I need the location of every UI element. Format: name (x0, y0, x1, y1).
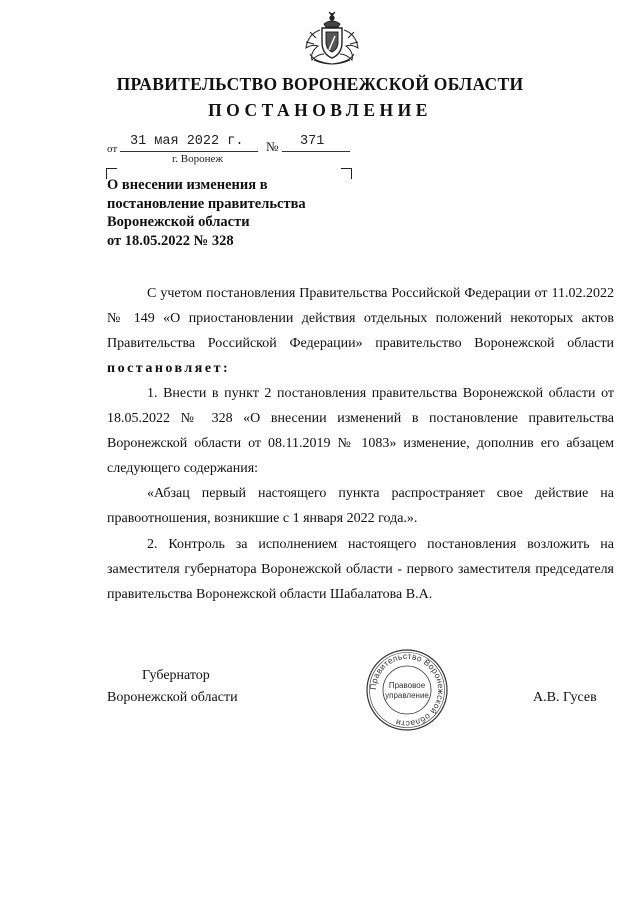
body-paragraph-4 (107, 532, 614, 607)
signer-name: А.В. Гусев (533, 690, 597, 705)
document-date: 31 мая 2022 г. (130, 134, 244, 149)
resolves-keyword: постановляет: (107, 361, 231, 376)
document-type: ПОСТАНОВЛЕНИЕ (208, 100, 432, 120)
city-label: г. Воронеж (172, 153, 223, 165)
stamp-center-line1: Правовое (388, 681, 426, 690)
title-line: О внесении изменения в (107, 177, 268, 193)
date-underline (120, 151, 258, 152)
title-line: от 18.05.2022 № 328 (107, 232, 234, 249)
body-paragraph-1 (107, 281, 614, 381)
round-stamp (365, 648, 449, 732)
number-label: № (266, 139, 279, 154)
coat-of-arms-emblem (296, 10, 368, 70)
document-number: 371 (300, 134, 325, 149)
paragraph-text: 2. Контроль за исполнением настоящего постановления возложить на заместителя губернатора Воронежской области - первого заместителя председателя правительства Воронежской области Шабалатова В.А. (107, 537, 614, 602)
document-title (107, 176, 337, 250)
organization-name: ПРАВИТЕЛЬСТВО ВОРОНЕЖСКОЙ ОБЛАСТИ (116, 74, 524, 94)
date-from-label: от (107, 143, 118, 155)
signer-position-line1: Губернатор (142, 668, 210, 683)
stamp-center-line2: управление (385, 691, 429, 700)
paragraph-text: «Абзац первый настоящего пункта распространяет свое действие на правоотношения, возникшие с 1 января 2022 года.». (107, 486, 614, 526)
signer-position-line2: Воронежской области (107, 690, 238, 705)
number-underline (282, 151, 350, 152)
title-line: Воронежской области (107, 214, 250, 230)
paragraph-text: 1. Внести в пункт 2 постановления правительства Воронежской области от 18.05.2022 № 328 «О внесении изменений в постановление правительства Воронежской области от 08.11.2019 № 1083» изменение, дополнив его абзацем следующего содержания: (107, 386, 614, 476)
title-line: постановление правительства (107, 195, 306, 212)
paragraph-text: С учетом постановления Правительства Российской Федерации от 11.02.2022 № 149 «О приостановлении действия отдельных положений некоторых актов Правительства Российской Федерации» правительство Воронежской области (107, 286, 614, 351)
body-paragraph-2 (107, 381, 614, 481)
body-paragraph-3 (107, 481, 614, 531)
stamp-ring-text: Правительство Воронежской области (367, 650, 447, 730)
title-bracket-right (341, 168, 352, 179)
